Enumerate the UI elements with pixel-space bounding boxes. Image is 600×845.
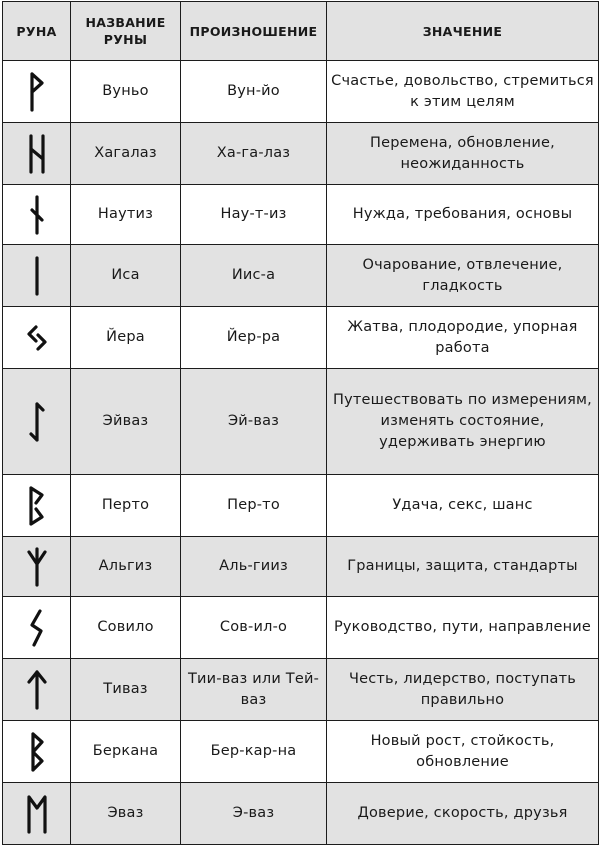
rune-name: Эваз [71, 783, 181, 845]
sowilo-rune-icon [25, 607, 49, 649]
rune-meaning: Очарование, отвлечение, гладкость [327, 245, 599, 307]
rune-name: Альгиз [71, 537, 181, 597]
table-row [3, 123, 599, 185]
rune-meaning: Руководство, пути, направление [327, 597, 599, 659]
rune-pronunciation: Э-ваз [181, 783, 327, 845]
rune-meaning: Нужда, требования, основы [327, 185, 599, 245]
nauthiz-rune-icon [25, 194, 49, 236]
rune-pronunciation: Йер-ра [181, 307, 327, 369]
runes-table [2, 1, 599, 845]
rune-cell [3, 245, 71, 307]
rune-meaning: Границы, защита, стандарты [327, 537, 599, 597]
header-row [3, 2, 599, 61]
rune-name: Иса [71, 245, 181, 307]
perthro-rune-icon [25, 485, 49, 527]
rune-pronunciation: Вун-йо [181, 61, 327, 123]
rune-cell [3, 659, 71, 721]
rune-name: Йера [71, 307, 181, 369]
table-row [3, 369, 599, 475]
rune-meaning: Путешествовать по измерениям, изменять состояние, удерживать энергию [327, 369, 599, 475]
rune-pronunciation: Эй-ваз [181, 369, 327, 475]
rune-cell [3, 597, 71, 659]
rune-name: Тиваз [71, 659, 181, 721]
hagalaz-rune-icon [25, 133, 49, 175]
rune-name: Хагалаз [71, 123, 181, 185]
rune-meaning: Счастье, довольство, стремиться к этим целям [327, 61, 599, 123]
rune-cell [3, 475, 71, 537]
rune-pronunciation: Пер-то [181, 475, 327, 537]
rune-pronunciation: Сов-ил-о [181, 597, 327, 659]
tiwaz-rune-icon [25, 669, 49, 711]
rune-cell [3, 185, 71, 245]
rune-pronunciation: Бер-кар-на [181, 721, 327, 783]
table-row [3, 537, 599, 597]
jera-rune-icon [23, 317, 51, 359]
rune-name: Перто [71, 475, 181, 537]
rune-pronunciation: Нау-т-из [181, 185, 327, 245]
rune-name: Эйваз [71, 369, 181, 475]
rune-pronunciation: Аль-гииз [181, 537, 327, 597]
rune-name: Наутиз [71, 185, 181, 245]
table-row [3, 475, 599, 537]
eihwaz-rune-icon [25, 401, 49, 443]
table-row [3, 597, 599, 659]
rune-meaning: Доверие, скорость, друзья [327, 783, 599, 845]
rune-name: Вуньо [71, 61, 181, 123]
rune-cell [3, 123, 71, 185]
header-meaning: ЗНАЧЕНИЕ [327, 2, 599, 61]
rune-cell [3, 783, 71, 845]
table-row [3, 245, 599, 307]
rune-meaning: Перемена, обновление, неожиданность [327, 123, 599, 185]
rune-meaning: Честь, лидерство, поступать правильно [327, 659, 599, 721]
berkana-rune-icon [25, 731, 49, 773]
header-name: НАЗВАНИЕ РУНЫ [71, 2, 181, 61]
rune-pronunciation: Ха-га-лаз [181, 123, 327, 185]
rune-name: Совило [71, 597, 181, 659]
table-row [3, 307, 599, 369]
table-row [3, 783, 599, 845]
header-rune: РУНА [3, 2, 71, 61]
table-row [3, 659, 599, 721]
table-row [3, 61, 599, 123]
isa-rune-icon [25, 255, 49, 297]
algiz-rune-icon [25, 546, 49, 588]
rune-pronunciation: Тии-ваз или Тей-ваз [181, 659, 327, 721]
ehwaz-rune-icon [24, 793, 50, 835]
rune-cell [3, 61, 71, 123]
table-row [3, 185, 599, 245]
rune-name: Беркана [71, 721, 181, 783]
rune-pronunciation: Иис-а [181, 245, 327, 307]
table-row [3, 721, 599, 783]
rune-meaning: Удача, секс, шанс [327, 475, 599, 537]
rune-cell [3, 721, 71, 783]
header-pronunciation: ПРОИЗНОШЕНИЕ [181, 2, 327, 61]
wunjo-rune-icon [25, 71, 49, 113]
rune-cell [3, 537, 71, 597]
rune-cell [3, 307, 71, 369]
rune-meaning: Новый рост, стойкость, обновление [327, 721, 599, 783]
rune-meaning: Жатва, плодородие, упорная работа [327, 307, 599, 369]
rune-cell [3, 369, 71, 475]
